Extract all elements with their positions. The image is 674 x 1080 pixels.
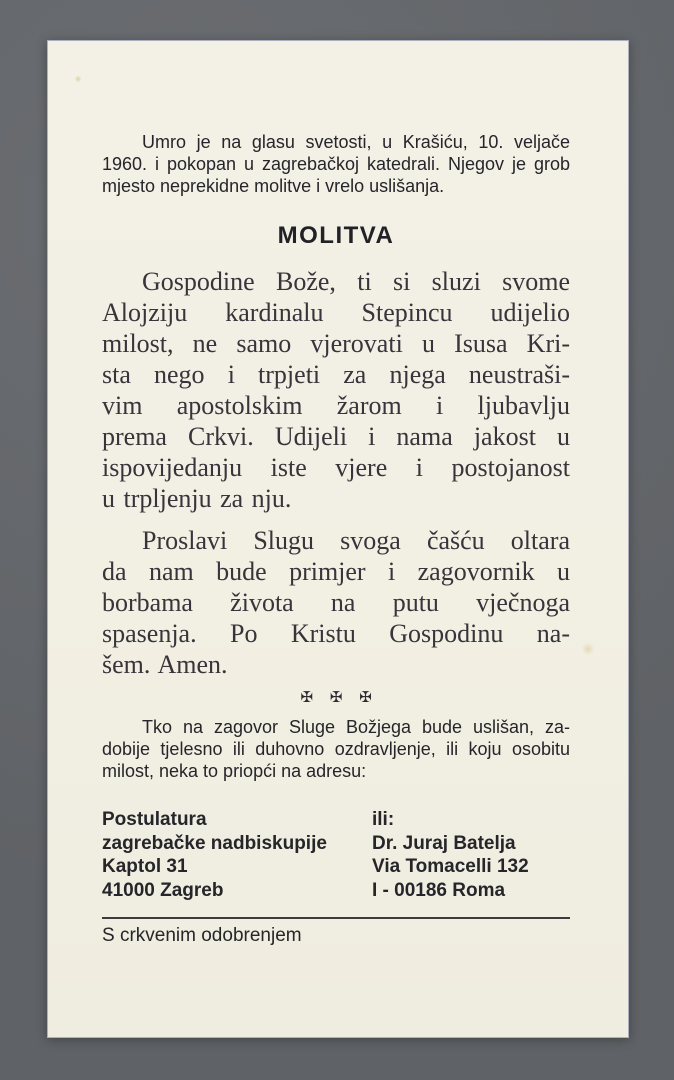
text-line: dobije tjelesno ili duhovno ozdravljenje, ili koju osobitu — [102, 739, 570, 759]
maltese-cross-icon: ✠ — [359, 688, 372, 706]
text-line: zagrebačke nadbiskupije — [102, 832, 327, 854]
text-line: vim apostolskim žarom i ljubavlju — [102, 391, 570, 420]
text-line: Tko na zagovor Sluge Božjega bude uslišan, za- — [142, 717, 570, 737]
divider-line — [102, 917, 570, 919]
prayer-card-back — [47, 40, 629, 1038]
text-line: 41000 Zagreb — [102, 879, 224, 901]
imprimatur-note: S crkvenim odobrenjem — [102, 925, 302, 946]
address-block — [102, 808, 570, 902]
text-line: ispovijedanju iste vjere i postojanost — [102, 453, 570, 482]
text-line: Dr. Juraj Batelja — [372, 832, 516, 854]
text-line: Proslavi Slugu svoga čašću oltara — [142, 526, 570, 555]
text-line: sta nego i trpjeti za njega neustraši- — [102, 360, 570, 389]
text-line: milost, neka to priopći na adresu: — [102, 761, 367, 781]
text-line: Gospodine Bože, ti si sluzi svome — [142, 267, 570, 296]
text-line: šem. Amen. — [102, 650, 228, 679]
appeal-paragraph — [102, 716, 570, 782]
text-line: 1960. i pokopan u zagrebačkoj katedrali. Njegov je grob — [102, 154, 570, 174]
prayer-heading: MOLITVA — [277, 222, 395, 249]
text-line: Via Tomacelli 132 — [372, 856, 529, 877]
text-line: u trpljenju za nju. — [102, 484, 292, 513]
text-line: ili: — [372, 809, 395, 830]
address-postulature-zagreb — [102, 808, 372, 902]
text-line: Postulatura — [102, 809, 207, 830]
prayer-paragraph-1 — [102, 266, 570, 514]
maltese-cross-icon: ✠ — [300, 688, 313, 706]
text-line: milost, ne samo vjerovati u Isusa Kri- — [102, 329, 570, 358]
text-line: Alojziju kardinalu Stepincu udijelio — [102, 298, 570, 327]
maltese-cross-icon: ✠ — [329, 688, 343, 706]
text-line: Umro je na glasu svetosti, u Krašiću, 10. veljače — [142, 132, 570, 152]
address-batelja-rome — [372, 808, 570, 902]
text-line: Kaptol 31 — [102, 856, 188, 877]
text-line: prema Crkvi. Udijeli i nama jakost u — [102, 422, 570, 451]
biography-paragraph — [102, 131, 570, 197]
text-line: I - 00186 Roma — [372, 879, 506, 901]
text-line: borbama života na putu vječnoga — [102, 588, 570, 617]
text-line: da nam bude primjer i zagovornik u — [102, 557, 570, 586]
text-line: mjesto neprekidne molitve i vrelo uslišanja. — [102, 176, 445, 196]
cross-ornament-row — [102, 685, 570, 709]
prayer-paragraph-2 — [102, 525, 570, 680]
text-line: spasenja. Po Kristu Gospodinu na- — [102, 619, 570, 648]
